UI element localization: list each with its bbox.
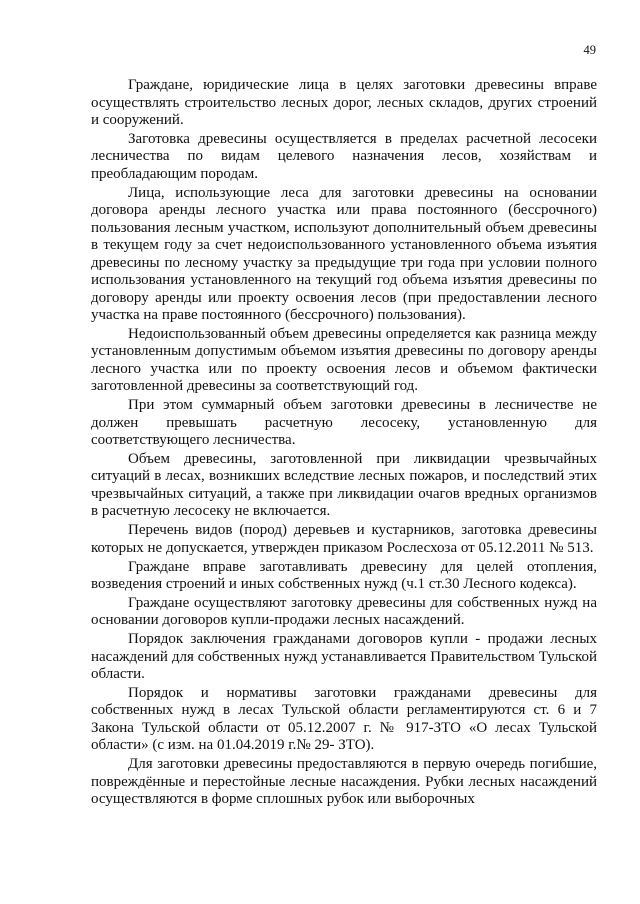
paragraph-6: Объем древесины, заготовленной при ликвидации чрезвычайных ситуаций в лесах, возникших вследствие лесных пожаров, и последствий этих чрезвычайных ситуаций, а также при ликвидации очагов вредных организмов в расчетную лесосеку не включается.: [91, 450, 597, 520]
paragraph-4: Недоиспользованный объем древесины определяется как разница между установленным допустимым объемом изъятия древесины по договору аренды лесного участка или по проекту освоения лесов и объемом фактически заготовленной древесины за соответствующий год.: [91, 325, 597, 395]
paragraph-9: Граждане осуществляют заготовку древесины для собственных нужд на основании договоров купли-продажи лесных насаждений.: [91, 594, 597, 629]
paragraph-3: Лица, использующие леса для заготовки древесины на основании договора аренды лесного участка или права постоянного (бессрочного) пользования лесным участком, используют дополнительный объем древесины в текущем году за счет недоиспользованного установленного объема изъятия древесины по лесному участку за предыдущие три года при условии полного использования установленного на текущий год объема изъятия древесины по договору аренды или проекту освоения лесов (при предоставлении лесного участка на праве постоянного (бессрочного) пользования).: [91, 184, 597, 324]
page-number: 49: [583, 43, 596, 57]
document-body: [91, 77, 597, 810]
paragraph-1: Граждане, юридические лица в целях заготовки древесины вправе осуществлять строительство лесных дорог, лесных складов, других строений и сооружений.: [91, 77, 597, 128]
paragraph-2: Заготовка древесины осуществляется в пределах расчетной лесосеки лесничества по видам целевого назначения лесов, хозяйствам и преобладающим породам.: [91, 130, 597, 182]
paragraph-10: Порядок заключения гражданами договоров купли - продажи лесных насаждений для собственных нужд устанавливается Правительством Тульской области.: [91, 631, 597, 683]
paragraph-12: Для заготовки древесины предоставляются в первую очередь погибшие, повреждённые и перестойные лесные насаждения. Рубки лесных насаждений осуществляются в форме сплошных рубок или выборочных: [91, 756, 597, 808]
paragraph-8: Граждане вправе заготавливать древесину для целей отопления, возведения строений и иных собственных нужд (ч.1 ст.30 Лесного кодекса).: [91, 558, 597, 593]
paragraph-5: При этом суммарный объем заготовки древесины в лесничестве не должен превышать расчетную лесосеку, установленную для соответствующего лесничества.: [91, 397, 597, 449]
paragraph-7: Перечень видов (пород) деревьев и кустарников, заготовка древесины которых не допускается, утвержден приказом Рослесхоза от 05.12.2011 № 513.: [91, 522, 597, 556]
paragraph-11: Порядок и нормативы заготовки гражданами древесины для собственных нужд в лесах Тульской области регламентируются ст. 6 и 7 Закона Тульской области от 05.12.2007 г. № 917-ЗТО «О лесах Тульской области» (с изм. на 01.04.2019 г.№ 29- ЗТО).: [91, 684, 597, 754]
